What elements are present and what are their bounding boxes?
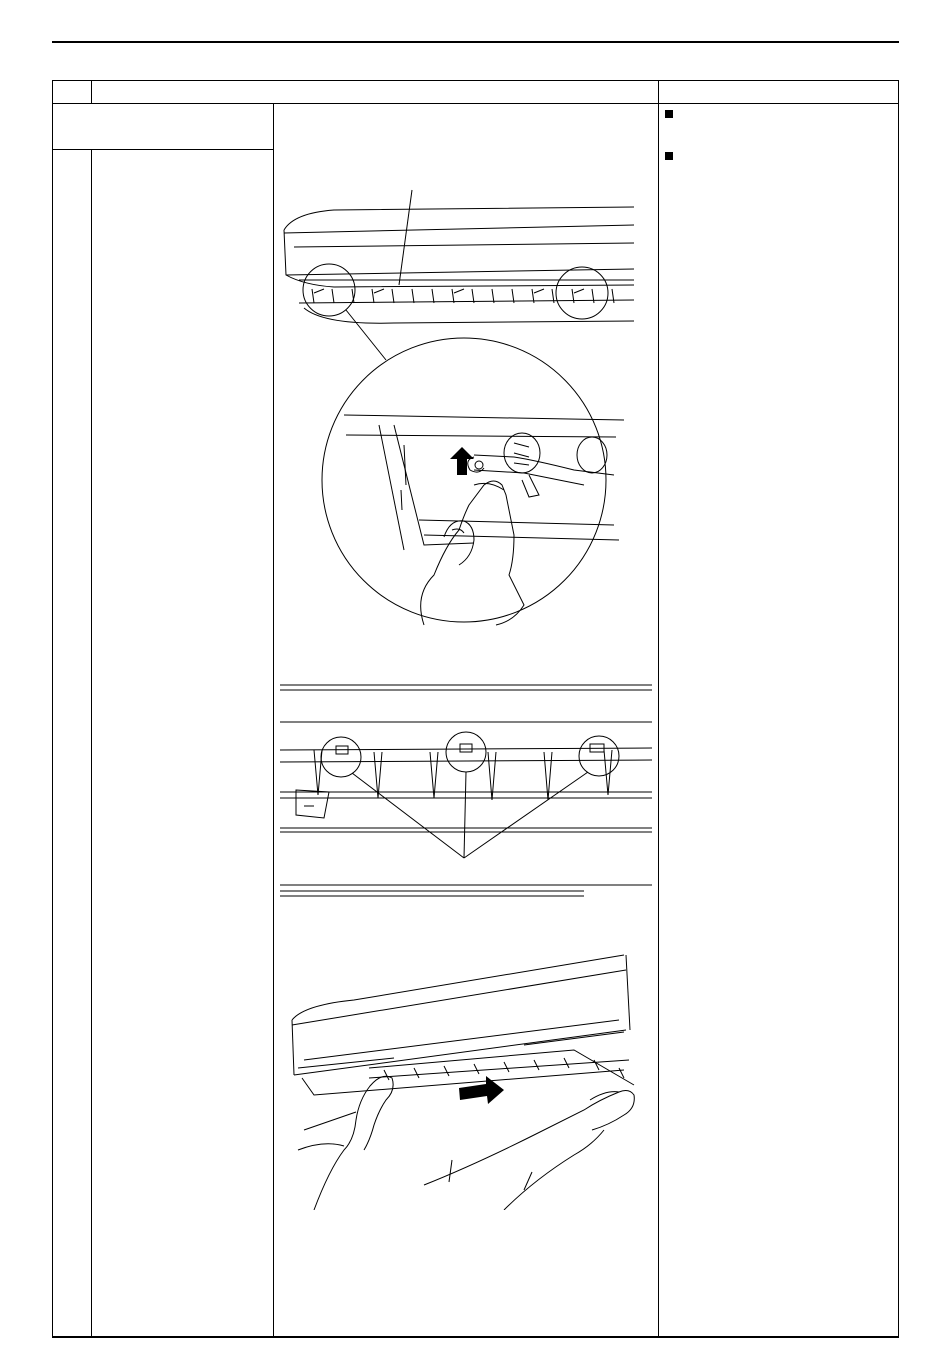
table-header-remarks [658,80,899,104]
remarks-bullet-2 [665,152,673,160]
table-header-procedure [91,80,659,104]
header-rule [52,41,899,43]
remarks-cell [658,103,899,1337]
part-name-cell [52,103,274,150]
step-text-cell [91,149,274,1337]
step-number-cell [52,149,92,1337]
remarks-bullet-1 [665,110,673,118]
figure-hands-sliding [274,950,658,1210]
table-header-no [52,80,92,104]
figure-three-hooks [274,680,658,905]
figure-unit-front-detail [274,185,658,645]
